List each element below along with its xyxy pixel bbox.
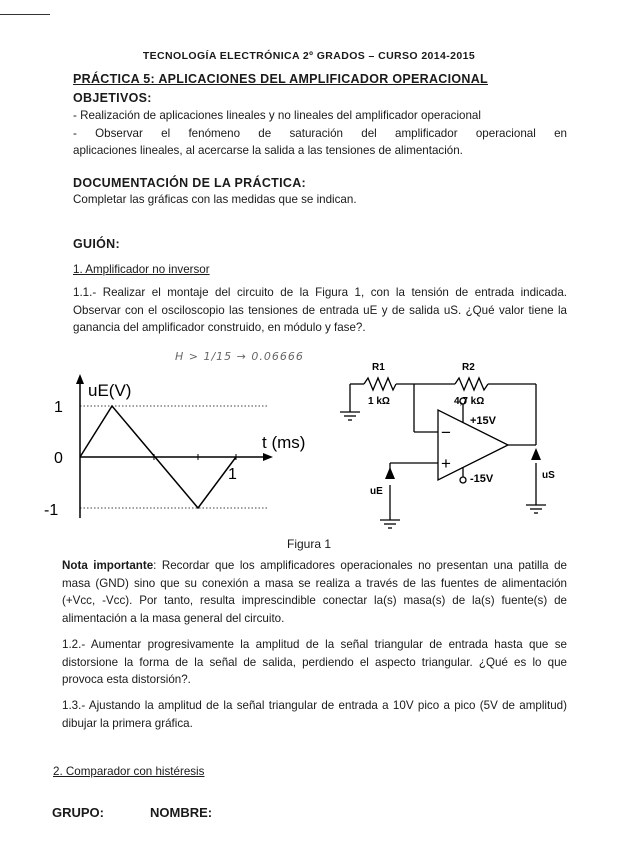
step-1-1: 1.1.- Realizar el montaje del circuito de la Figura 1, con la tensión de entrada indicada. Observar con el osciloscopio las tensiones de entrada uE y de salida uS. ¿Qué valor tiene la ganancia del amplificador construido, en módulo y fase?.: [73, 286, 567, 334]
note-label: Nota importante: [62, 559, 154, 572]
r1-name: R1: [372, 362, 385, 373]
x-tick-label: 1: [228, 466, 237, 483]
top-rule: [0, 14, 50, 15]
course-header: TECNOLOGÍA ELECTRÓNICA 2º GRADOS – CURSO 2014-2015: [142, 50, 476, 62]
name-label: NOMBRE:: [150, 805, 213, 820]
documentation-text: Completar las gráficas con las medidas que se indican.: [73, 193, 357, 206]
y-tick-zero: 0: [54, 450, 63, 467]
x-axis-arrow: [263, 453, 273, 461]
graph-xlabel: t (ms): [262, 433, 306, 452]
output-arrow: [531, 448, 541, 460]
note-text: : Recordar que los amplificadores operacionales no presentan una patilla de masa (GND) sino que su conexión a masa se realiza a través de las fuentes de alimentación (+Vcc, -Vcc). Por tanto, resulta imprescindible conectar la(s) masa(s) de la(s) fuente(s) de alimentación a la masa general del circuito.: [62, 559, 567, 625]
group-label: GRUPO:: [52, 805, 104, 820]
handwritten-note: H > 1/15 → 0.06666: [175, 350, 304, 363]
step-1-3: 1.3.- Ajustando la amplitud de la señal triangular de entrada a 10V pico a pico (5V de amplitud) dibujar la primera gráfica.: [62, 699, 567, 730]
objective-item-2-line2: aplicaciones lineales, al acercarse la salida a las tensiones de alimentación.: [73, 144, 463, 157]
opamp-plus: +: [441, 454, 451, 473]
figure-caption: Figura 1: [286, 537, 332, 551]
guide-heading: GUIÓN:: [73, 237, 120, 251]
r2-value: 4,7 kΩ: [454, 396, 485, 407]
input-arrow: [385, 467, 395, 479]
vpos-label: +15V: [470, 415, 496, 427]
objectives-heading: OBJETIVOS:: [73, 91, 152, 105]
r1-value: 1 kΩ: [368, 396, 390, 407]
objective-item-1: - Realización de aplicaciones lineales y no lineales del amplificador operacional: [73, 109, 481, 122]
resistor-r1: [364, 378, 396, 390]
documentation-heading: DOCUMENTACIÓN DE LA PRÁCTICA:: [73, 176, 306, 190]
r2-name: R2: [462, 362, 475, 373]
section2-title: 2. Comparador con histéresis: [53, 765, 205, 778]
y-tick-neg: -1: [44, 502, 59, 519]
objective-item-2-line1: - Observar el fenómeno de saturación del amplificador operacional en: [73, 126, 567, 140]
objectives-list: [73, 107, 567, 160]
opamp-minus: −: [441, 423, 451, 442]
resistor-r2: [455, 378, 488, 390]
output-label: uS: [542, 470, 555, 481]
step-1-2: 1.2.- Aumentar progresivamente la amplitud de la señal triangular de entrada hasta que se distorsione la forma de la señal de salida, perdiendo el aspecto triangular. ¿Qué es lo que provoca esta distorsión?.: [62, 638, 567, 686]
graph-ylabel: uE(V): [88, 381, 132, 400]
y-axis-arrow: [76, 374, 84, 384]
important-note: [62, 557, 567, 627]
input-label: uE: [370, 486, 383, 497]
vneg-label: -15V: [470, 473, 494, 485]
vneg-terminal: [460, 477, 466, 483]
section1-title: 1. Amplificador no inversor: [73, 263, 210, 276]
amplifier-circuit: [330, 360, 570, 530]
input-waveform-graph: [40, 368, 330, 528]
practice-title: PRÁCTICA 5: APLICACIONES DEL AMPLIFICADOR OPERACIONAL: [73, 72, 488, 86]
y-tick-pos: 1: [54, 399, 63, 416]
